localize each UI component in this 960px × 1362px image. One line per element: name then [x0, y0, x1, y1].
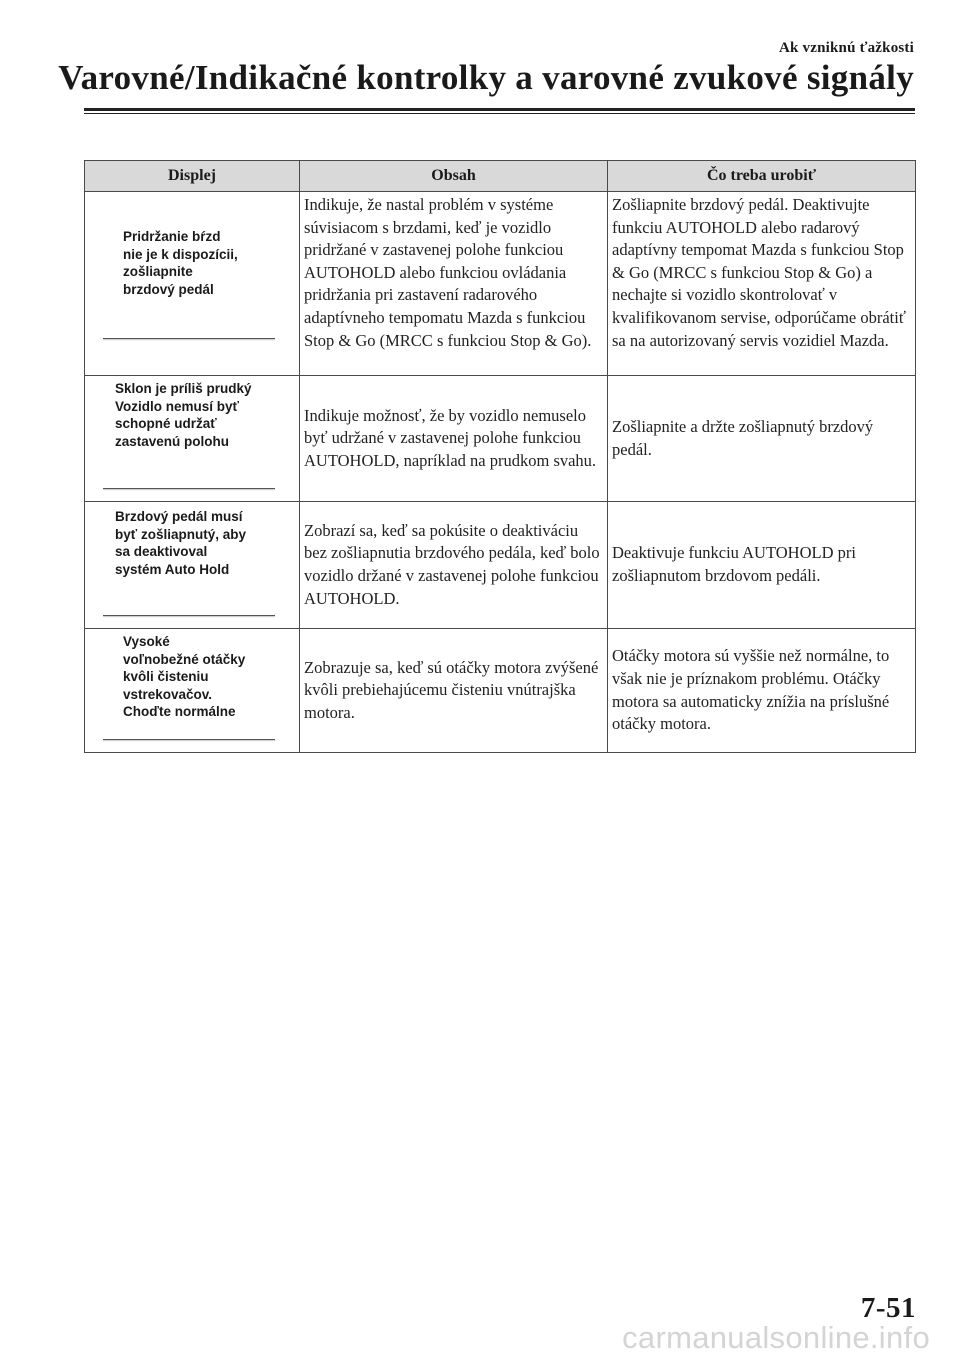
- title-rule: [84, 108, 915, 111]
- display-cell: [85, 629, 300, 753]
- title-rule-thin: [84, 113, 915, 114]
- table-row: [85, 629, 916, 753]
- action-cell: Zošliapnite a držte zošliapnutý brzdový pedál.: [608, 376, 916, 502]
- display-cell: [85, 502, 300, 629]
- section-label: Ak vzniknú ťažkosti: [779, 40, 914, 56]
- display-message: Vysoké voľnobežné otáčky kvôli čisteniu vstrekovačov. Choďte normálne: [123, 634, 246, 720]
- content-cell: Zobrazuje sa, keď sú otáčky motora zvýšené kvôli prebiehajúcemu čisteniu vnútrajška motora.: [300, 629, 608, 753]
- column-header-content: Obsah: [300, 161, 608, 192]
- warning-table: [84, 160, 916, 753]
- page-number: 7-51: [860, 1292, 916, 1324]
- watermark: carmanualsonline.info: [622, 1320, 930, 1355]
- action-cell: Otáčky motora sú vyššie než normálne, to však nie je príznakom problému. Otáčky motora sa automaticky znížia na príslušné otáčky motora.: [608, 629, 916, 753]
- action-cell: Zošliapnite brzdový pedál. Deaktivujte funkciu AUTOHOLD alebo radarový adaptívny tempomat Mazda s funkciou Stop & Go (MRCC s funkciou Stop & Go) a nechajte si vozidlo skontrolovať v kvalifikovanom servise, odporúčame obrátiť sa na autorizovaný servis vozidiel Mazda.: [608, 192, 916, 376]
- display-divider: [103, 615, 275, 616]
- display-cell: [85, 192, 300, 376]
- content-cell: Indikuje možnosť, že by vozidlo nemuselo byť udržané v zastavenej polohe funkciou AUTOHOLD, napríklad na prudkom svahu.: [300, 376, 608, 502]
- display-message: Sklon je príliš prudký Vozidlo nemusí byť schopné udržať zastavenú polohu: [115, 381, 252, 449]
- action-cell: Deaktivuje funkciu AUTOHOLD pri zošliapnutom brzdovom pedáli.: [608, 502, 916, 629]
- display-divider: [103, 338, 275, 339]
- content-cell: Indikuje, že nastal problém v systéme súvisiacom s brzdami, keď je vozidlo pridržané v zastavenej polohe funkciou AUTOHOLD alebo funkciou ovládania pridržania pri zastavení radarového adaptívneho tempomatu Mazda s funkciou Stop & Go (MRCC s funkciou Stop & Go).: [300, 192, 608, 376]
- column-header-display: Displej: [85, 161, 300, 192]
- column-header-action: Čo treba urobiť: [608, 161, 916, 192]
- content-cell: Zobrazí sa, keď sa pokúsite o deaktiváciu bez zošliapnutia brzdového pedála, keď bolo vozidlo držané v zastavenej polohe funkciou AUTOHOLD.: [300, 502, 608, 629]
- table-row: [85, 376, 916, 502]
- display-message: Pridržanie bŕzd nie je k dispozícii, zošliapnite brzdový pedál: [123, 229, 238, 297]
- display-divider: [103, 739, 275, 740]
- display-message: Brzdový pedál musí byť zošliapnutý, aby sa deaktivoval systém Auto Hold: [115, 509, 246, 577]
- display-divider: [103, 488, 275, 489]
- page-title: Varovné/Indikačné kontrolky a varovné zvukové signály: [58, 58, 914, 97]
- table-row: [85, 192, 916, 376]
- display-cell: [85, 376, 300, 502]
- table-header-row: [85, 161, 916, 192]
- table-row: [85, 502, 916, 629]
